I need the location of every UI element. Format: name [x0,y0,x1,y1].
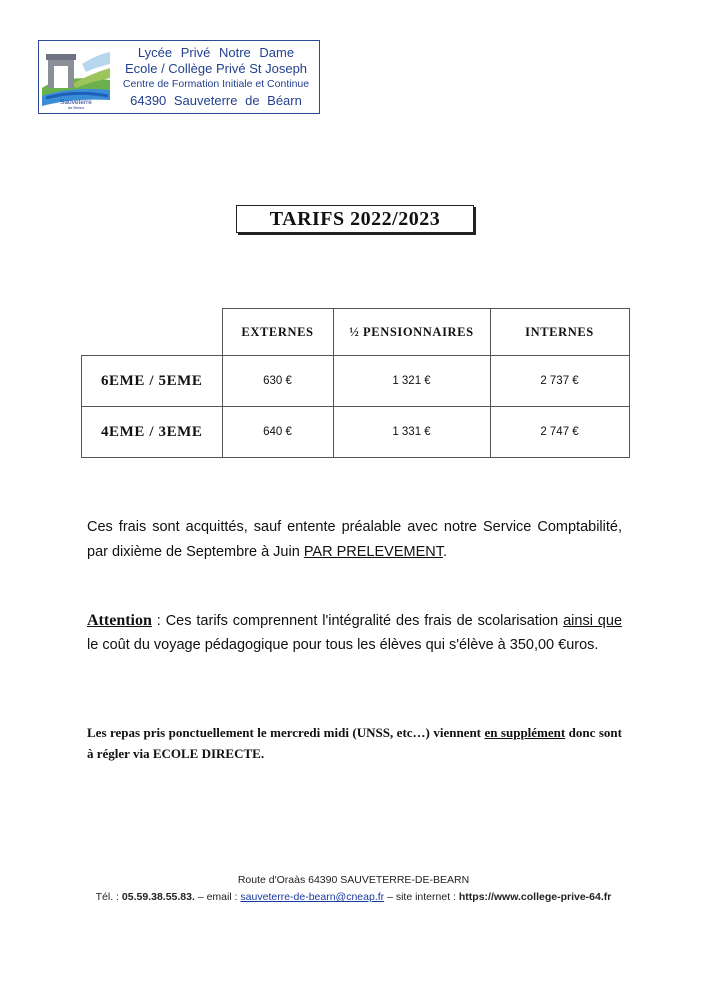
footer-address: Route d'Oraàs 64390 SAUVETERRE-DE-BEARN [237,874,470,886]
school-name-college: Ecole / Collège Privé St Joseph [124,61,308,76]
header-internes: INTERNES [490,309,629,356]
site-label: – site internet : [384,891,459,903]
price-demi-pensionnaires: 1 321 € [333,356,490,407]
price-internes: 2 737 € [490,356,629,407]
meals-text-b: donc sont à régler via ECOLE DIRECTE. [87,725,622,761]
meals-text-a: Les repas pris ponctuellement le mercredi midi (UNSS, etc…) viennent [87,725,485,740]
tel-number: 05.59.38.55.83. [121,891,195,903]
school-city: 64390 Sauveterre de Béarn [130,93,302,108]
header-demi-pensionnaires: ½ PENSIONNAIRES [333,309,490,356]
attention-text-a: : Ces tarifs comprennent l'intégralité des frais de scolarisation [151,613,564,629]
page-title: TARIFS 2022/2023 [236,205,474,233]
payment-end: . [442,544,447,560]
price-externes: 640 € [222,407,333,458]
price-demi-pensionnaires: 1 331 € [333,407,490,458]
tel-label: Tél. : [95,891,122,903]
school-name-cfa: Centre de Formation Initiale et Continue [122,78,310,90]
header-externes: EXTERNES [222,309,333,356]
price-internes: 2 747 € [490,407,629,458]
school-logo [42,44,110,110]
school-name-lycee: Lycée Privé Notre Dame [137,45,295,60]
meals-paragraph [87,722,622,764]
letterhead [38,40,320,114]
meals-underlined: en supplément [484,725,566,740]
row-label: 4EME / 3EME [82,407,223,458]
letterhead-text [117,45,315,109]
table-row [82,407,630,458]
attention-label: Attention [87,612,152,629]
logo-subcaption: de Béarn [67,105,85,110]
payment-paragraph [87,515,622,565]
footer-contact [0,891,707,903]
price-externes: 630 € [222,356,333,407]
email-label: – email : [194,891,241,903]
row-label: 6EME / 5EME [82,356,223,407]
table-corner [82,309,223,356]
email-link[interactable]: sauveterre-de-bearn@cneap.fr [240,891,385,903]
attention-underlined: ainsi que [563,613,623,629]
attention-text-b: le coût du voyage pédagogique pour tous les élèves qui s'élève à 350,00 €uros. [87,637,599,653]
site-link[interactable]: https://www.college-prive-64.fr [458,891,612,903]
tariff-table [81,308,630,458]
payment-text: Ces frais sont acquittés, sauf entente préalable avec notre Service Comptabilité, par dixième de Septembre à Juin [87,519,622,560]
table-header-row [82,309,630,356]
attention-paragraph [87,609,622,657]
table-row [82,356,630,407]
logo-caption: Sauveterre [60,99,92,106]
payment-method: PAR PRELEVEMENT [303,544,443,560]
